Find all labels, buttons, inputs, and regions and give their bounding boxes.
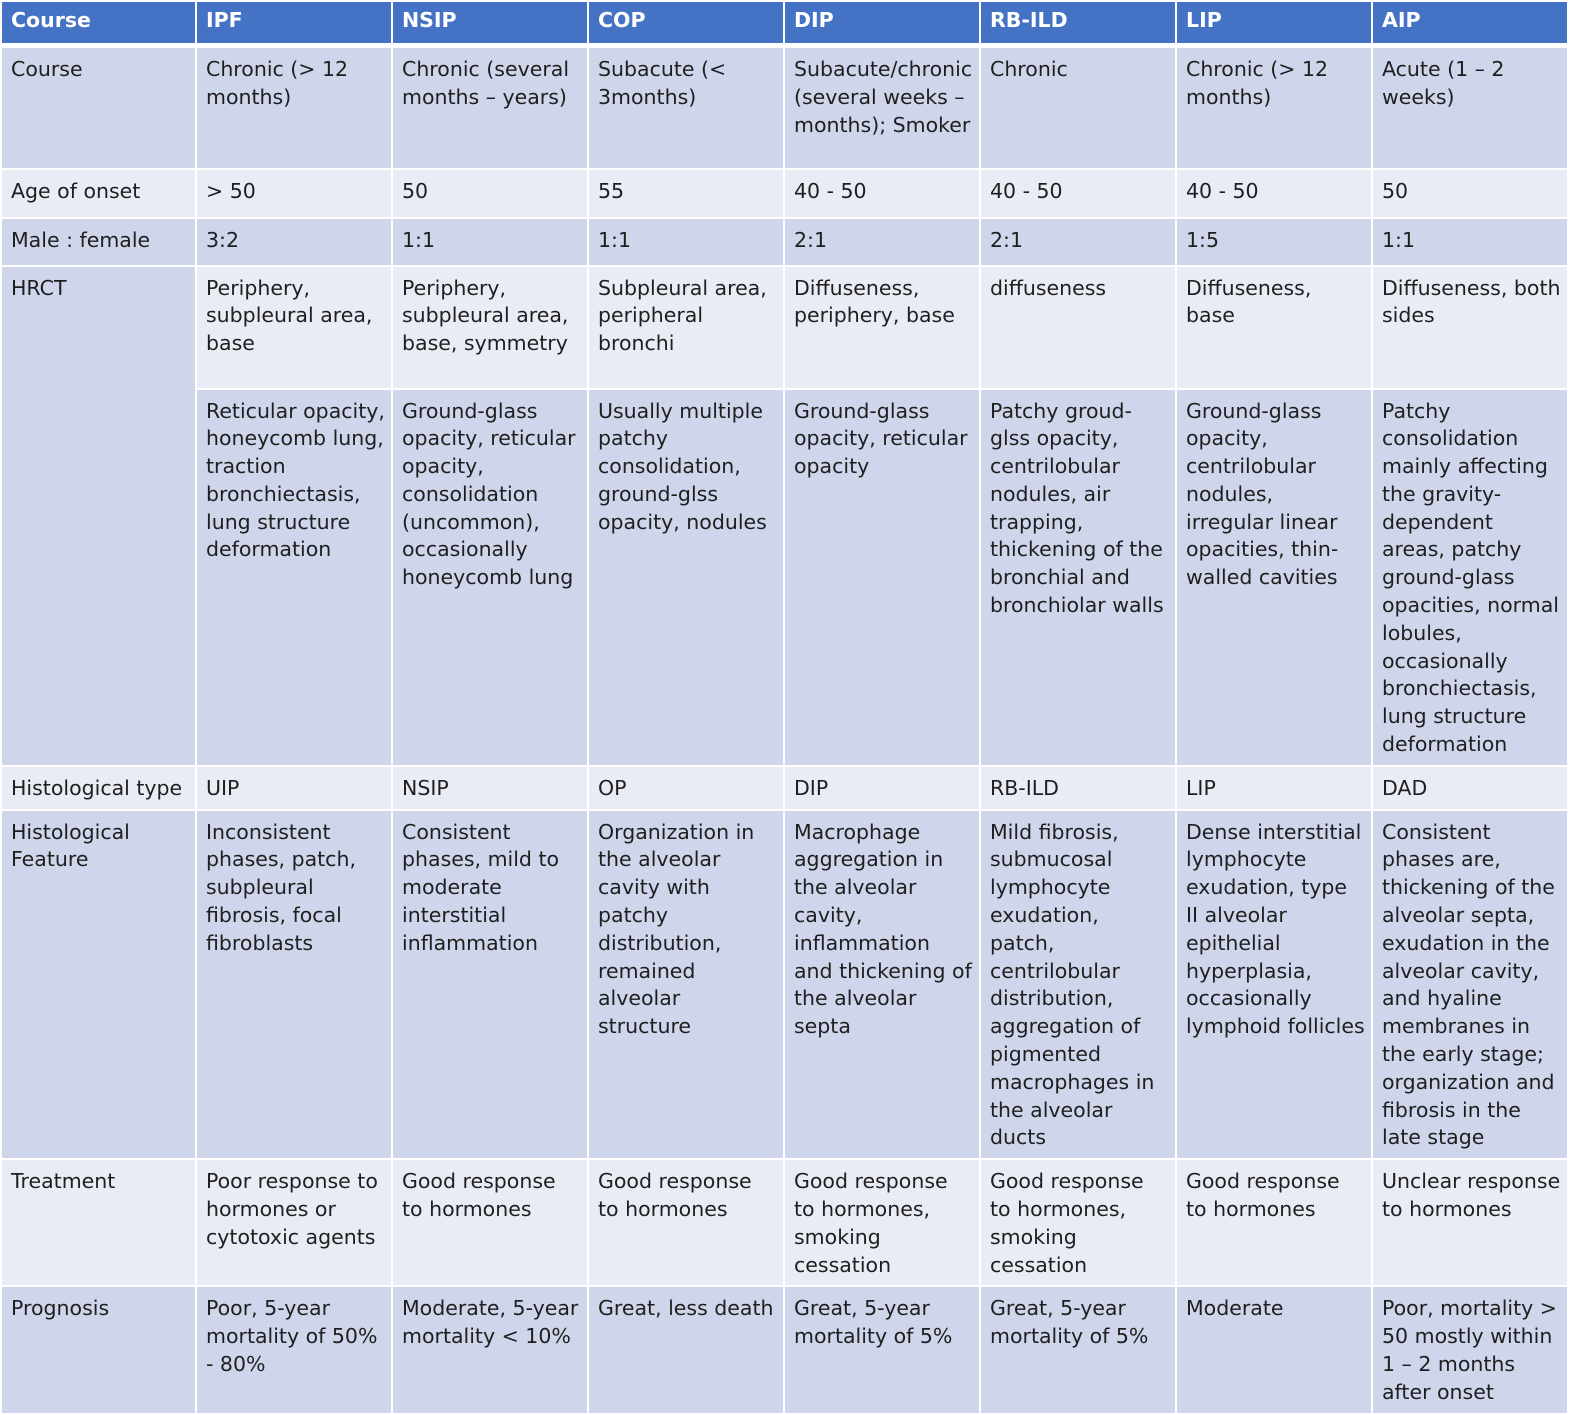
table-cell: Macrophage aggregation in the alveolar cavity, inflammation and thickening of the alveolar septa	[784, 810, 980, 1160]
table-cell: Ground-glass opacity, reticular opacity, consolidation (uncommon), occasionally honeycomb lung	[392, 389, 588, 766]
header-aip: AIP	[1372, 1, 1568, 46]
table-cell: Subacute (< 3months)	[588, 46, 784, 169]
table-cell: Chronic	[980, 46, 1176, 169]
row-hrct	[1, 266, 1568, 389]
table-cell: diffuseness	[980, 266, 1176, 389]
table-cell: Mild fibrosis, submucosal lymphocyte exudation, patch, centrilobular distribution, aggregation of pigmented macrophages in the alveolar ducts	[980, 810, 1176, 1160]
row-label: Course	[1, 46, 196, 169]
table-cell: Chronic (> 12 months)	[196, 46, 392, 169]
row-label: Histological type	[1, 766, 196, 810]
table-cell: 1:5	[1176, 218, 1372, 266]
row-label: Male : female	[1, 218, 196, 266]
table-cell: Great, 5-year mortality of 5%	[980, 1286, 1176, 1413]
table-cell: 40 - 50	[1176, 169, 1372, 218]
row-course	[1, 46, 1568, 169]
table-cell: Chronic (> 12 months)	[1176, 46, 1372, 169]
table-body	[1, 46, 1568, 1414]
table-cell: Chronic (several months – years)	[392, 46, 588, 169]
table-cell: Reticular opacity, honeycomb lung, traction bronchiectasis, lung structure deformation	[196, 389, 392, 766]
table-cell: UIP	[196, 766, 392, 810]
table-cell: Good response to hormones	[588, 1159, 784, 1286]
table-cell: Consistent phases, mild to moderate interstitial inflammation	[392, 810, 588, 1160]
table-cell: Patchy consolidation mainly affecting the gravity-dependent areas, patchy ground-glass opacities, normal lobules, occasionally bronchiectasis, lung structure deformation	[1372, 389, 1568, 766]
table-cell: RB-ILD	[980, 766, 1176, 810]
table-cell: Organization in the alveolar cavity with patchy distribution, remained alveolar structure	[588, 810, 784, 1160]
table-cell: DAD	[1372, 766, 1568, 810]
row-treatment	[1, 1159, 1568, 1286]
table-cell: Great, less death	[588, 1286, 784, 1413]
row-prognosis	[1, 1286, 1568, 1413]
header-row	[1, 1, 1568, 46]
table-cell: 1:1	[588, 218, 784, 266]
table-cell: Unclear response to hormones	[1372, 1159, 1568, 1286]
row-label: Histological Feature	[1, 810, 196, 1160]
row-male-female	[1, 218, 1568, 266]
table-cell: 40 - 50	[980, 169, 1176, 218]
table-cell: Inconsistent phases, patch, subpleural fibrosis, focal fibroblasts	[196, 810, 392, 1160]
table-cell: Ground-glass opacity, centrilobular nodules, irregular linear opacities, thin-walled cavities	[1176, 389, 1372, 766]
header-rb-ild: RB-ILD	[980, 1, 1176, 46]
table-cell: Acute (1 – 2 weeks)	[1372, 46, 1568, 169]
header-lip: LIP	[1176, 1, 1372, 46]
table-cell: Diffuseness, periphery, base	[784, 266, 980, 389]
table-cell: Poor, 5-year mortality of 50% - 80%	[196, 1286, 392, 1413]
table-cell: 50	[1372, 169, 1568, 218]
table-cell: Dense interstitial lymphocyte exudation, type II alveolar epithelial hyperplasia, occasionally lymphoid follicles	[1176, 810, 1372, 1160]
table-cell: Good response to hormones, smoking cessation	[784, 1159, 980, 1286]
row-label: Prognosis	[1, 1286, 196, 1413]
row-label: Treatment	[1, 1159, 196, 1286]
table-cell: Usually multiple patchy consolidation, ground-glss opacity, nodules	[588, 389, 784, 766]
table-cell: Great, 5-year mortality of 5%	[784, 1286, 980, 1413]
table-cell: Good response to hormones, smoking cessation	[980, 1159, 1176, 1286]
table-cell: Poor, mortality > 50 mostly within 1 – 2 months after onset	[1372, 1286, 1568, 1413]
header-ipf: IPF	[196, 1, 392, 46]
table-cell: Good response to hormones	[392, 1159, 588, 1286]
header-stub: Course	[1, 1, 196, 46]
table-cell: Subacute/chronic (several weeks – months); Smoker	[784, 46, 980, 169]
table-cell: Diffuseness, both sides	[1372, 266, 1568, 389]
table-cell: NSIP	[392, 766, 588, 810]
row-histological-feature	[1, 810, 1568, 1160]
row-age-of-onset	[1, 169, 1568, 218]
table-header	[1, 1, 1568, 46]
table-cell: 3:2	[196, 218, 392, 266]
table-cell: Periphery, subpleural area, base, symmetry	[392, 266, 588, 389]
table-cell: 2:1	[784, 218, 980, 266]
table-cell: Good response to hormones	[1176, 1159, 1372, 1286]
table-cell: OP	[588, 766, 784, 810]
table-cell: Moderate, 5-year mortality < 10%	[392, 1286, 588, 1413]
table-cell: DIP	[784, 766, 980, 810]
table-cell: LIP	[1176, 766, 1372, 810]
table-cell: Periphery, subpleural area, base	[196, 266, 392, 389]
table-cell: Subpleural area, peripheral bronchi	[588, 266, 784, 389]
table-cell: 40 - 50	[784, 169, 980, 218]
header-dip: DIP	[784, 1, 980, 46]
header-nsip: NSIP	[392, 1, 588, 46]
table-cell: 55	[588, 169, 784, 218]
table-cell: Poor response to hormones or cytotoxic agents	[196, 1159, 392, 1286]
table-cell: Patchy groud-glss opacity, centrilobular nodules, air trapping, thickening of the bronchial and bronchiolar walls	[980, 389, 1176, 766]
table-cell: 1:1	[392, 218, 588, 266]
table-cell: Diffuseness, base	[1176, 266, 1372, 389]
table-cell: Moderate	[1176, 1286, 1372, 1413]
row-hrct-findings	[1, 389, 1568, 766]
row-label: Age of onset	[1, 169, 196, 218]
table-cell: 1:1	[1372, 218, 1568, 266]
table-cell: 50	[392, 169, 588, 218]
row-label: HRCT	[1, 266, 196, 766]
table-cell: Ground-glass opacity, reticular opacity	[784, 389, 980, 766]
table-cell: Consistent phases are, thickening of the alveolar septa, exudation in the alveolar cavity, and hyaline membranes in the early stage; organization and fibrosis in the late stage	[1372, 810, 1568, 1160]
table-cell: 2:1	[980, 218, 1176, 266]
table-cell: > 50	[196, 169, 392, 218]
row-histological-type	[1, 766, 1568, 810]
header-cop: COP	[588, 1, 784, 46]
